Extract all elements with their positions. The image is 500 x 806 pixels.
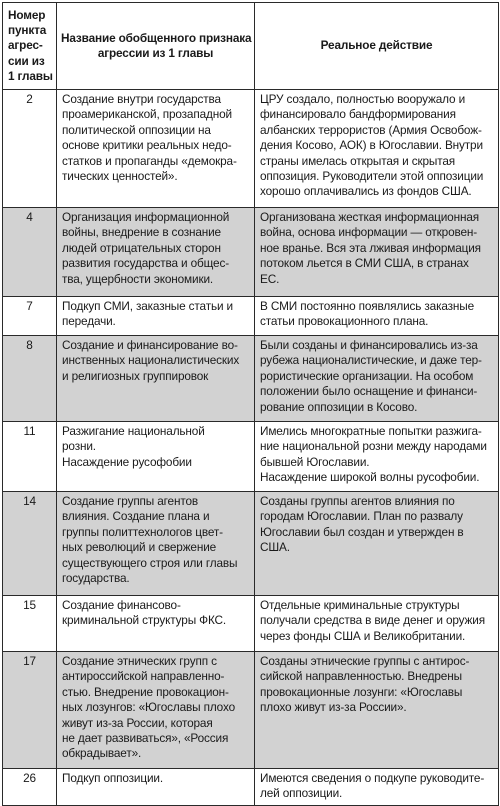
text-line: дения Косово, АОК) в Югославии. Внутри [260, 138, 483, 153]
text-line: Отдельные криминальные структуры [260, 598, 460, 612]
text-line: стью. Внедрение провокацион- [62, 684, 229, 699]
text-line: США. [260, 540, 290, 555]
cell-sign-name [57, 652, 255, 769]
text-line: войны, внедрение в сознание [62, 225, 221, 240]
cell-sign-name [57, 208, 255, 297]
text-line: хорошо оплачивались из фондов США. [260, 184, 472, 199]
text-line: ние национальной розни между народами [260, 439, 487, 454]
header-line: 1 главы [8, 68, 53, 83]
text-line: Насаждение русофобии [62, 454, 192, 469]
text-line: политической оппозиции на [62, 122, 211, 137]
text-line: не дает развиваться», «Россия [62, 731, 229, 746]
text-line: сийской направленностью. Внедрены [260, 669, 462, 684]
text-line: живут из-за России, которая [62, 715, 213, 730]
header-line: Название обобщенного признака [61, 30, 252, 45]
text-line: существующего строя или главы [62, 555, 238, 570]
header-line: агрессии из 1 главы [97, 46, 214, 60]
text-line: ное вранье. Вся эта лживая информация [260, 240, 481, 255]
header-line: сии из [8, 53, 45, 68]
text-line: Создание и финансирование во- [62, 338, 238, 352]
aggression-comparison-table [2, 2, 499, 806]
text-line: оппозиция. Руководители этой оппозиции [260, 169, 484, 184]
cell-number: 26 [3, 769, 57, 806]
header-line: Номер [8, 7, 46, 22]
text-line: антироссийской направленно- [62, 669, 225, 684]
cell-sign-name [57, 336, 255, 422]
text-line: инственных националистических [62, 353, 240, 368]
text-line: Имелись многократные попытки разжига- [260, 424, 482, 438]
cell-sign-name [57, 492, 255, 596]
text-line: Насаждение широкой волны русофобии. [260, 470, 480, 485]
cell-number: 2 [3, 90, 57, 208]
table-row [3, 336, 499, 422]
cell-real-action [255, 422, 499, 492]
table-row [3, 90, 499, 208]
text-line: через фонды США и Великобритании. [260, 628, 466, 643]
text-line: Созданы этнические группы с антирос- [260, 654, 470, 668]
cell-number: 7 [3, 297, 57, 336]
header-line: агрес- [8, 38, 43, 53]
cell-real-action [255, 336, 499, 422]
table-row [3, 208, 499, 297]
text-line: развития государства и общес- [62, 256, 229, 271]
text-line: Созданы группы агентов влияния по [260, 494, 455, 508]
cell-real-action [255, 297, 499, 336]
cell-real-action [255, 652, 499, 769]
text-line: Организована жесткая информационная [260, 210, 479, 224]
cell-sign-name [57, 596, 255, 652]
text-line: ных революций и свержение [62, 540, 217, 555]
cell-sign-name [57, 422, 255, 492]
text-line: страны имелась открытая и скрытая [260, 153, 455, 168]
text-line: государства. [62, 571, 130, 586]
header-line: Реальное действие [320, 38, 433, 53]
text-line: городам Югославии. План по развалу [260, 509, 463, 524]
text-line: рование оппозиции в Косово. [260, 399, 418, 414]
table-header-row [3, 3, 499, 90]
text-line: Создание финансово- [62, 598, 181, 612]
text-line: провокационные лозунги: «Югославы [260, 684, 463, 699]
text-line: Югославии был создан и утвержден в [260, 524, 464, 539]
cell-sign-name [57, 297, 255, 336]
text-line: плохо живут из-за России». [260, 700, 407, 715]
text-line: Имеются сведения о подкупе руководите- [260, 771, 485, 785]
text-line: получали средства в виде денег и оружия [260, 613, 485, 628]
text-line: ЕС. [260, 271, 280, 286]
text-line: криминальной структуры ФКС. [62, 613, 227, 628]
text-line: статьи провокационного плана. [260, 314, 429, 329]
text-line: Создание этнических групп с [62, 654, 217, 668]
text-line: Подкуп СМИ, заказные статьи и [62, 299, 233, 313]
text-line: бывшей Югославии. [260, 454, 370, 469]
text-line: война, основа информации — откровен- [260, 225, 478, 240]
header-real-action [255, 3, 499, 90]
text-line: влияния. Создание плана и [62, 509, 210, 524]
text-line: основе критики реальных недо- [62, 138, 232, 153]
text-line: группы политтехнологов цвет- [62, 524, 223, 539]
table-row [3, 422, 499, 492]
table-row [3, 596, 499, 652]
text-line: проамериканской, прозападной [62, 107, 232, 122]
header-line: пункта [8, 23, 47, 38]
cell-number: 14 [3, 492, 57, 596]
text-line: людей отрицательных сторон [62, 240, 221, 255]
table-row [3, 769, 499, 806]
text-line: передачи. [62, 314, 116, 329]
text-line: Подкуп оппозиции. [62, 771, 163, 785]
text-line: лей оппозиции. [260, 786, 343, 801]
cell-number: 15 [3, 596, 57, 652]
table-row [3, 492, 499, 596]
cell-real-action [255, 769, 499, 806]
text-line: и религиозных группировок [62, 368, 209, 383]
text-line: розни. [62, 439, 96, 454]
text-line: рубежа националистические, и даже тер- [260, 353, 482, 368]
text-line: Организация информационной [62, 210, 230, 224]
text-line: обкрадывает». [62, 746, 142, 761]
cell-real-action [255, 492, 499, 596]
cell-real-action [255, 208, 499, 297]
cell-real-action [255, 596, 499, 652]
text-line: Создание группы агентов [62, 494, 198, 508]
cell-number: 4 [3, 208, 57, 297]
cell-sign-name [57, 769, 255, 806]
cell-number: 17 [3, 652, 57, 769]
text-line: Разжигание национальной [62, 424, 205, 438]
text-line: тических ценностей». [62, 169, 178, 184]
cell-number: 11 [3, 422, 57, 492]
text-line: рористические организации. На особом [260, 368, 474, 383]
cell-number: 8 [3, 336, 57, 422]
text-line: албанских террористов (Армия Освобож- [260, 122, 482, 137]
text-line: финансировало бандформирования [260, 107, 456, 122]
cell-sign-name [57, 90, 255, 208]
text-line: Были созданы и финансировались из-за [260, 338, 478, 352]
text-line: тва, ущербности экономики. [62, 271, 214, 286]
table-row [3, 652, 499, 769]
text-line: положении было оснащение и финанси- [260, 384, 478, 399]
text-line: Создание внутри государства [62, 92, 221, 106]
text-line: В СМИ постоянно появлялись заказные [260, 299, 474, 313]
cell-real-action [255, 90, 499, 208]
text-line: потоком льется в СМИ США, в странах [260, 256, 469, 271]
text-line: статков и пропаганды «демокра- [62, 153, 237, 168]
table-row [3, 297, 499, 336]
text-line: ных лозунгов: «Югославы плохо [62, 700, 235, 715]
text-line: ЦРУ создало, полностью вооружало и [260, 92, 466, 106]
header-sign-name [57, 3, 255, 90]
header-item-number [3, 3, 57, 90]
